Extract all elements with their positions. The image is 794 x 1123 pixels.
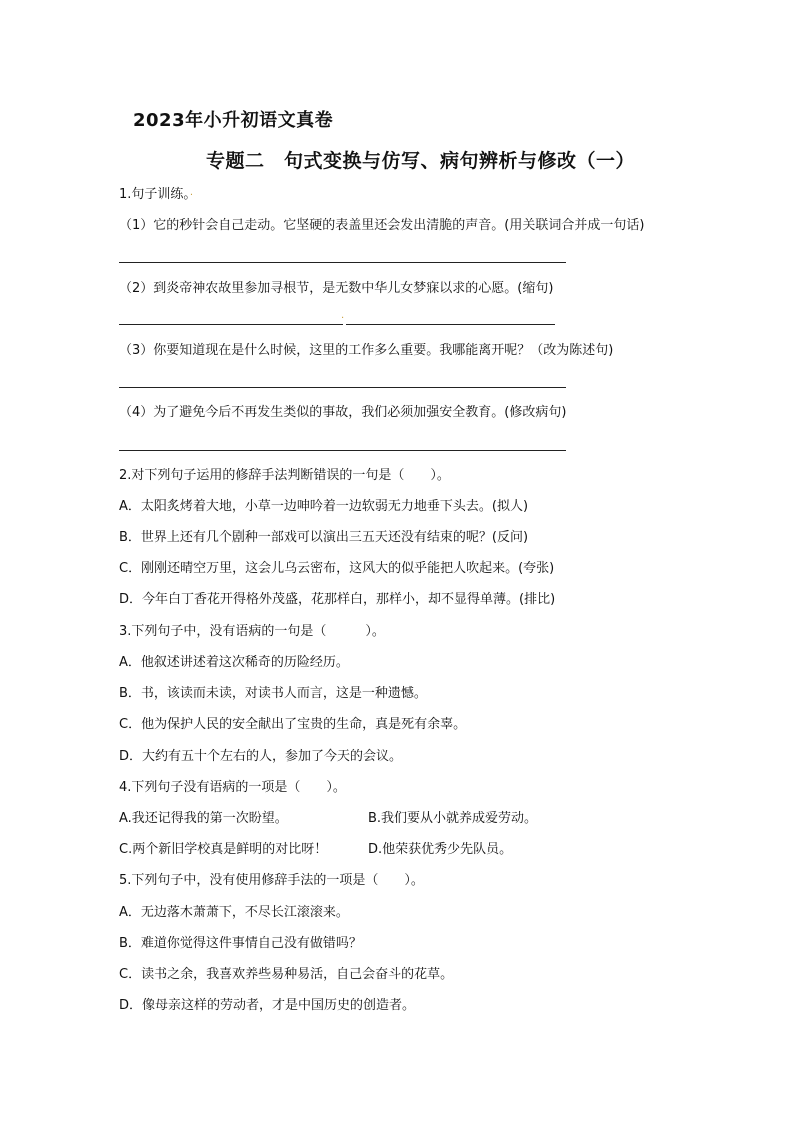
question-3-option-b: B．书，该读而未读，对读书人而言，这是一种遗憾。: [119, 686, 427, 701]
question-3-option-d: D．大约有五十个左右的人，参加了今天的会议。: [119, 749, 403, 764]
question-3-stem: 3.下列句子中，没有语病的一句是（ ）。: [119, 624, 385, 639]
answer-line-4[interactable]: [119, 450, 566, 451]
question-5-option-a: A．无边落木萧萧下，不尽长江滚滚来。: [119, 905, 349, 920]
question-2-option-d: D．今年白丁香花开得格外茂盛，花那样白，那样小，却不显得单薄。(排比): [119, 592, 556, 607]
question-5-stem: 5.下列句子中，没有使用修辞手法的一项是（ ）。: [119, 873, 424, 888]
question-5-option-c: C．读书之余，我喜欢养些易种易活，自己会奋斗的花草。: [119, 967, 454, 982]
question-5-option-d: D．像母亲这样的劳动者，才是中国历史的创造者。: [119, 998, 416, 1013]
question-1-stem: [119, 187, 193, 204]
paper-title: 2023年小升初语文真卷: [133, 110, 334, 131]
question-1-item-1: （1）它的秒针会自己走动。它坚硬的表盖里还会发出清脆的声音。(用关联词合并成一句话): [119, 218, 645, 233]
answer-line-2b[interactable]: [346, 324, 555, 325]
question-2-stem: 2.对下列句子运用的修辞手法判断错误的一句是（ ）。: [119, 468, 450, 483]
question-1-stem-text: 1.句子训练。: [119, 187, 190, 202]
question-3-option-a: A．他叙述讲述着这次稀奇的历险经历。: [119, 655, 349, 670]
section-title: 专题二 句式变换与仿写、病句辨析与修改（一）: [206, 150, 636, 172]
answer-line-3[interactable]: [119, 387, 566, 388]
question-4-option-d: D.他荣获优秀少先队员。: [368, 842, 513, 857]
question-1-item-2: （2）到炎帝神农故里参加寻根节，是无数中华儿女梦寐以求的心愿。(缩句): [119, 281, 554, 296]
question-4-option-b: B.我们要从小就养成爱劳动。: [368, 811, 538, 826]
question-4-stem: 4.下列句子没有语病的一项是（ ）。: [119, 780, 346, 795]
question-2-option-c: C．刚刚还晴空万里，这会儿乌云密布，这风大的似乎能把人吹起来。(夸张): [119, 561, 555, 576]
answer-line-1[interactable]: [119, 262, 566, 263]
answer-line-2a[interactable]: [119, 324, 343, 325]
question-1-item-4: （4）为了避免今后不再发生类似的事故，我们必须加强安全教育。(修改病句): [119, 405, 567, 420]
question-2-option-a: A．太阳炙烤着大地，小草一边呻吟着一边软弱无力地垂下头去。(拟人): [119, 499, 529, 514]
question-2-option-b: B．世界上还有几个剧种一部戏可以演出三五天还没有结束的呢？(反问): [119, 530, 529, 545]
question-1-item-3: （3）你要知道现在是什么时候，这里的工作多么重要。我哪能离开呢？（改为陈述句): [119, 343, 614, 358]
answer-line-2-dot: ·: [341, 313, 345, 324]
question-4-option-a: A.我还记得我的第一次盼望。: [119, 811, 288, 826]
question-5-option-b: B．难道你觉得这件事情自己没有做错吗？: [119, 936, 362, 951]
question-4-option-c: C.两个新旧学校真是鲜明的对比呀！: [119, 842, 328, 857]
stray-dot-mark: ·: [189, 190, 194, 201]
question-3-option-c: C．他为保护人民的安全献出了宝贵的生命，真是死有余辜。: [119, 717, 467, 732]
